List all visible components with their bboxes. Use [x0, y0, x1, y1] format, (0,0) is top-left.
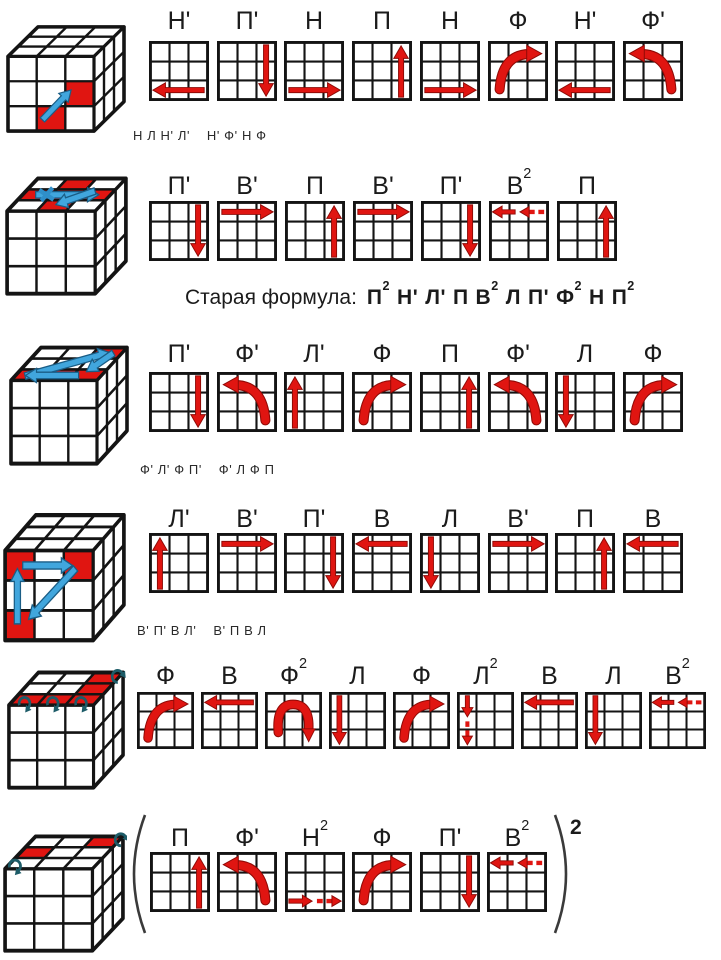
- move-label: В: [541, 662, 558, 690]
- swap-x-mark: [39, 188, 53, 201]
- move-label: $Л^2$: [473, 656, 498, 690]
- formula-sub-caption: В' П' В Л' В' П В Л: [137, 623, 267, 638]
- move-grid-diagram: [420, 852, 480, 912]
- move-label: Н': [167, 7, 191, 35]
- move-grid-diagram: [420, 372, 480, 432]
- move-label: В': [236, 172, 258, 200]
- twist-curl-icon: [74, 696, 91, 714]
- move-label: Н: [304, 7, 324, 35]
- move-label: Ф: [372, 824, 392, 852]
- move-label: П': [302, 505, 326, 533]
- move-grid-diagram: [623, 372, 683, 432]
- move-grid-diagram: [353, 201, 413, 261]
- formula-moves: $П^2Н'$ Л' П $В^2Л$ П' $Ф^2Н$ $П^2$: [366, 278, 635, 309]
- move-grid-diagram: [352, 533, 412, 593]
- move-label: П: [578, 172, 596, 200]
- move-label: Л: [441, 505, 459, 533]
- formula-prefix: Старая формула:: [185, 286, 357, 309]
- move-label: Л: [349, 662, 366, 690]
- move-grid-diagram: [149, 372, 209, 432]
- cube-illustration: [1, 830, 127, 955]
- move-label: $Н^2$: [301, 818, 329, 852]
- cube-illustration: [3, 172, 130, 298]
- twist-curl-icon: [113, 830, 127, 849]
- move-label: П: [306, 172, 324, 200]
- cube-illustration: [1, 508, 128, 645]
- move-grid-diagram: [487, 852, 547, 912]
- move-grid-diagram: [284, 41, 344, 101]
- move-label: П: [576, 505, 594, 533]
- cube-illustration: [5, 666, 127, 792]
- move-grid-diagram: [649, 692, 706, 749]
- move-grid-diagram: [352, 852, 412, 912]
- move-label: $В^2$: [665, 656, 690, 690]
- move-grid-diagram: [420, 533, 480, 593]
- move-grid-diagram: [521, 692, 578, 749]
- move-grid-diagram: [488, 533, 548, 593]
- cube-illustration: [7, 341, 131, 468]
- move-grid-diagram: [284, 533, 344, 593]
- formula-sub-caption: Н Л Н' Л' Н' Ф' Н Ф: [133, 128, 267, 143]
- open-paren: [125, 812, 151, 936]
- move-grid-diagram: [285, 852, 345, 912]
- move-grid-diagram: [217, 372, 277, 432]
- move-grid-diagram: [217, 201, 277, 261]
- move-label: Ф': [506, 340, 530, 368]
- move-label: Ф: [411, 662, 431, 690]
- move-grid-diagram: [149, 533, 209, 593]
- move-label: П': [167, 172, 191, 200]
- move-grid-diagram: [150, 852, 210, 912]
- move-label: Л': [168, 505, 190, 533]
- move-label: В: [221, 662, 238, 690]
- move-grid-diagram: [285, 201, 345, 261]
- move-grid-diagram: [488, 41, 548, 101]
- cube-illustration: [4, 21, 128, 135]
- move-grid-diagram: [284, 372, 344, 432]
- move-label: Ф: [372, 340, 392, 368]
- move-grid-diagram: [555, 372, 615, 432]
- move-grid-diagram: [352, 372, 412, 432]
- move-label: Л: [576, 340, 594, 368]
- move-label: П': [438, 824, 462, 852]
- move-grid-diagram: [421, 201, 481, 261]
- move-grid-diagram: [217, 852, 277, 912]
- old-formula-note: [185, 278, 642, 310]
- twist-curl-icon: [110, 666, 127, 686]
- move-label: П: [373, 7, 391, 35]
- formula-sub-caption: Ф' Л' Ф П' Ф' Л Ф П: [140, 462, 275, 477]
- move-grid-diagram: [329, 692, 386, 749]
- move-label: $В^2$: [506, 166, 532, 200]
- move-grid-diagram: [420, 41, 480, 101]
- move-label: Ф: [643, 340, 663, 368]
- move-label: В: [644, 505, 662, 533]
- move-label: Ф': [235, 824, 259, 852]
- move-label: $Ф^2$: [279, 656, 308, 690]
- move-grid-diagram: [149, 41, 209, 101]
- move-label: Ф: [508, 7, 528, 35]
- move-label: В': [236, 505, 258, 533]
- move-grid-diagram: [352, 41, 412, 101]
- move-grid-diagram: [555, 533, 615, 593]
- move-grid-diagram: [555, 41, 615, 101]
- twist-curl-icon: [7, 858, 25, 877]
- move-grid-diagram: [217, 533, 277, 593]
- repeat-exponent: 2: [570, 816, 582, 839]
- move-grid-diagram: [393, 692, 450, 749]
- move-grid-diagram: [623, 533, 683, 593]
- move-grid-diagram: [489, 201, 549, 261]
- close-paren: [549, 812, 575, 936]
- move-label: Ф: [155, 662, 175, 690]
- move-label: Н: [440, 7, 460, 35]
- move-label: П: [171, 824, 189, 852]
- move-grid-diagram: [149, 201, 209, 261]
- twist-curl-icon: [45, 696, 62, 714]
- move-grid-diagram: [585, 692, 642, 749]
- move-grid-diagram: [217, 41, 277, 101]
- move-label: П': [439, 172, 463, 200]
- move-label: Н': [573, 7, 597, 35]
- move-grid-diagram: [488, 372, 548, 432]
- move-label: П: [441, 340, 459, 368]
- move-label: Ф': [641, 7, 665, 35]
- move-grid-diagram: [623, 41, 683, 101]
- move-label: В: [373, 505, 391, 533]
- twist-curl-icon: [17, 696, 34, 714]
- move-grid-diagram: [265, 692, 322, 749]
- move-label: В': [507, 505, 529, 533]
- move-label: П': [235, 7, 259, 35]
- move-label: П': [167, 340, 191, 368]
- move-grid-diagram: [137, 692, 194, 749]
- move-label: Л: [605, 662, 622, 690]
- move-label: Л': [303, 340, 325, 368]
- move-label: Ф': [235, 340, 259, 368]
- move-grid-diagram: [457, 692, 514, 749]
- move-label: В': [372, 172, 394, 200]
- move-grid-diagram: [557, 201, 617, 261]
- move-grid-diagram: [201, 692, 258, 749]
- move-label: $В^2$: [504, 818, 530, 852]
